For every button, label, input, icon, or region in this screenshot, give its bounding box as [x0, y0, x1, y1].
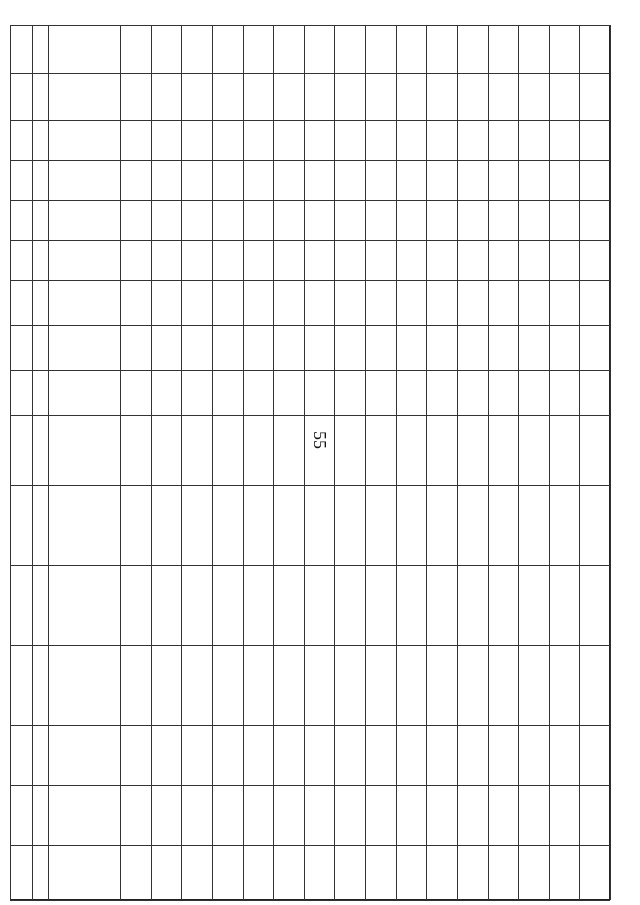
table-row: [181, 25, 212, 900]
table-row: [304, 25, 335, 900]
data-table: [10, 25, 610, 900]
table-row: [549, 25, 580, 900]
table-row: [120, 25, 151, 900]
table-row: [488, 25, 519, 900]
table-band-divider: [10, 900, 610, 901]
table-row: [273, 25, 304, 900]
table-row-divider: [10, 25, 11, 900]
table-row: [579, 25, 610, 900]
page-number: 55: [310, 431, 330, 449]
table-row-divider: [32, 25, 33, 900]
table-row: [151, 25, 182, 900]
table-row: [212, 25, 243, 900]
table-row: [426, 25, 457, 900]
table-row-divider: [48, 25, 49, 900]
table-row-divider: [610, 25, 611, 900]
table-row: [457, 25, 488, 900]
table-row: [243, 25, 274, 900]
table-row: [365, 25, 396, 900]
table-row: [396, 25, 427, 900]
table-row: [518, 25, 549, 900]
table-row: [334, 25, 365, 900]
